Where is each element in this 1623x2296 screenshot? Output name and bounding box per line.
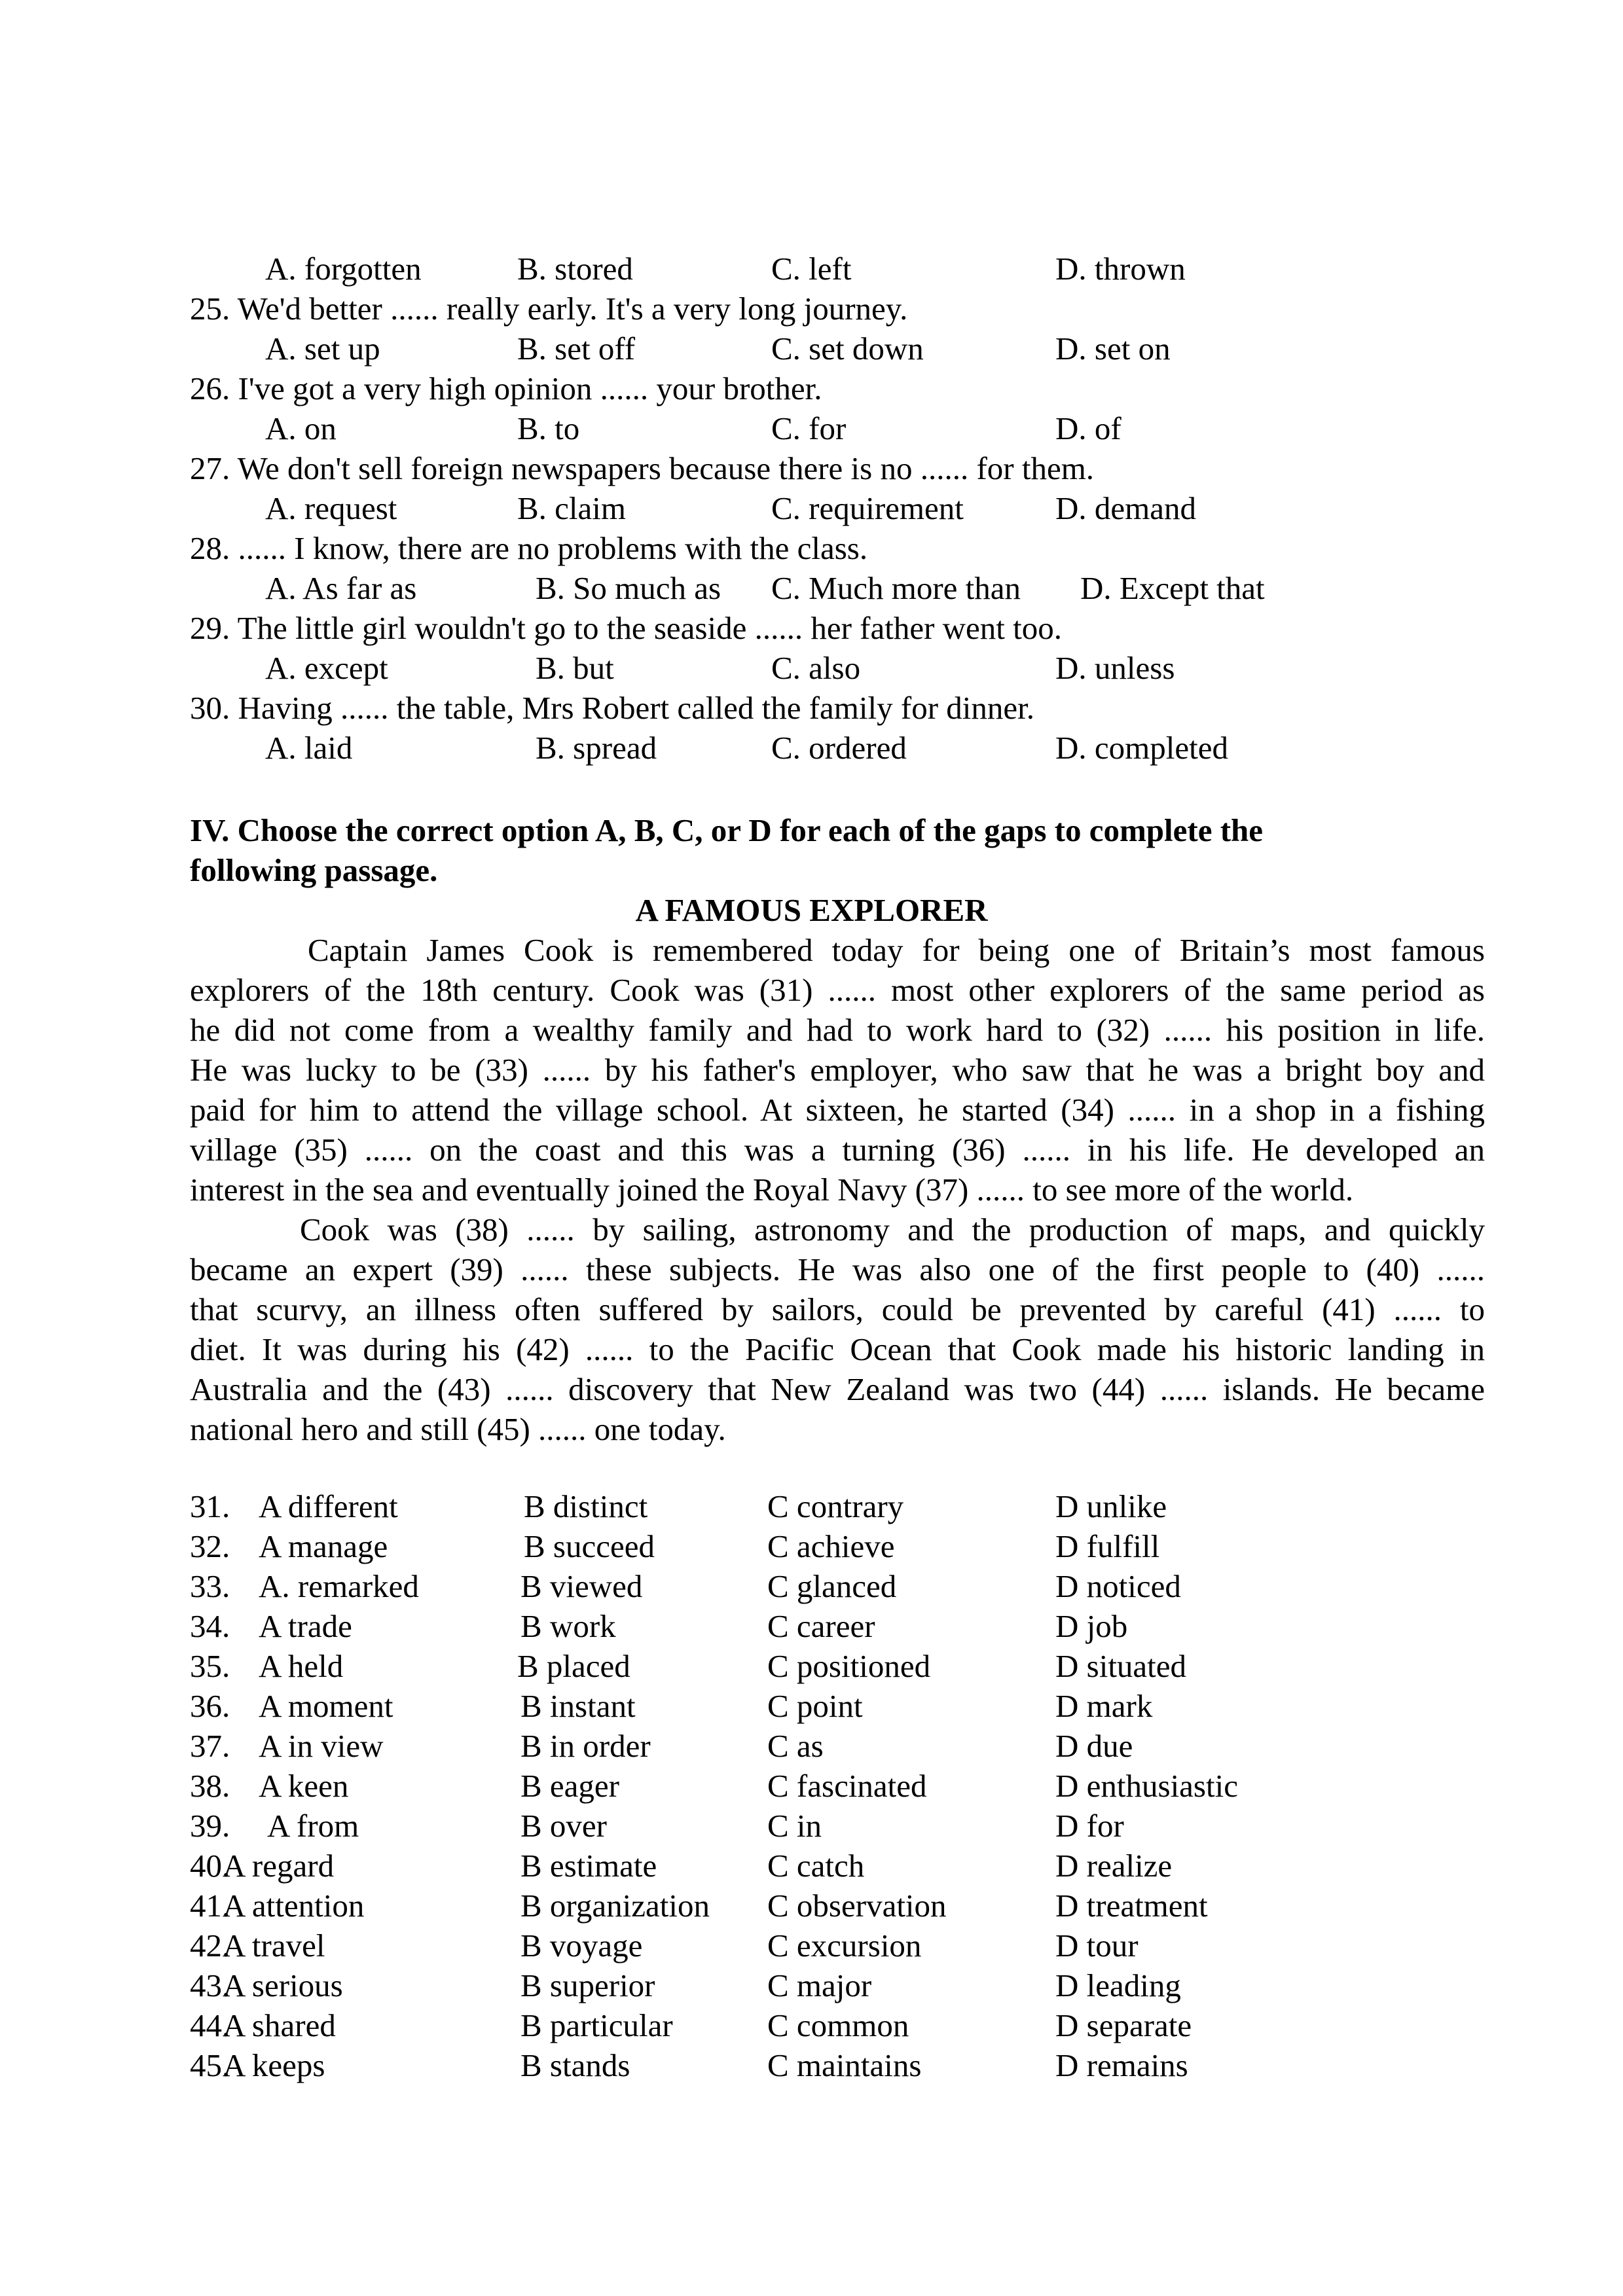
option-d: D. completed xyxy=(1055,730,1228,766)
answer-option-d: D job xyxy=(1055,1608,1128,1644)
question-text xyxy=(190,528,867,568)
option-a: A. except xyxy=(265,650,388,686)
passage-line: Cook was (38) ...... by sailing, astronomy and the production of maps, and quickly xyxy=(300,1211,1485,1247)
answer-option-d: D leading xyxy=(1055,1967,1181,2003)
answer-option-d: D separate xyxy=(1055,2007,1192,2043)
option-c: C. for xyxy=(771,410,847,446)
option-c: C. also xyxy=(771,650,861,686)
answer-number: 35. xyxy=(190,1648,230,1684)
question-text xyxy=(190,289,907,329)
option-c: C. ordered xyxy=(771,730,907,766)
answer-option-a: A from xyxy=(267,1808,359,1844)
answer-option-d: D situated xyxy=(1055,1648,1187,1684)
option-b: B. stored xyxy=(517,251,633,287)
passage-line: He was lucky to be (33) ...... by his father's employer, who saw that he was a bright boy and xyxy=(190,1052,1485,1088)
answer-option-d: D realize xyxy=(1055,1848,1173,1884)
answer-option-c: C positioned xyxy=(767,1648,931,1684)
answer-option-b: B viewed xyxy=(520,1568,643,1604)
option-c: C. requirement xyxy=(771,490,964,526)
answer-number: 45. xyxy=(190,2047,230,2083)
answer-number: 43. xyxy=(190,1967,230,2003)
section-4-heading-line2: following passage. xyxy=(190,852,438,888)
answer-option-a: A manage xyxy=(259,1528,388,1564)
answer-option-d: D noticed xyxy=(1055,1568,1181,1604)
question-number: 29. xyxy=(190,610,230,646)
answer-option-a: A trade xyxy=(259,1608,352,1644)
answer-option-b: B estimate xyxy=(520,1848,657,1884)
answer-option-d: D unlike xyxy=(1055,1488,1167,1524)
option-b: B. spread xyxy=(536,730,657,766)
option-d: D. Except that xyxy=(1080,570,1265,606)
answer-option-d: D fulfill xyxy=(1055,1528,1160,1564)
answer-option-c: C maintains xyxy=(767,2047,922,2083)
question-stem: Having ...... the table, Mrs Robert called the family for dinner. xyxy=(238,690,1035,726)
passage-line: paid for him to attend the village school. At sixteen, he started (34) ...... in a shop in a fishing xyxy=(190,1092,1485,1128)
answer-option-b: B placed xyxy=(517,1648,630,1684)
option-a: A. As far as xyxy=(265,570,417,606)
answer-option-b: B eager xyxy=(520,1768,619,1804)
answer-number: 31. xyxy=(190,1488,230,1524)
answer-option-c: C major xyxy=(767,1967,872,2003)
question-text xyxy=(190,608,1062,648)
option-c: C. left xyxy=(771,251,852,287)
passage-line: explorers of the 18th century. Cook was (31) ...... most other explorers of the same period as xyxy=(190,972,1485,1008)
answer-option-a: A keeps xyxy=(223,2047,325,2083)
question-stem: The little girl wouldn't go to the seaside ...... her father went too. xyxy=(237,610,1063,646)
answer-option-c: C catch xyxy=(767,1848,865,1884)
answer-option-c: C excursion xyxy=(767,1928,922,1964)
question-number: 30. xyxy=(190,690,230,726)
option-d: D. set on xyxy=(1055,331,1171,367)
option-c: C. set down xyxy=(771,331,924,367)
answer-option-a: A in view xyxy=(259,1728,384,1764)
answer-option-a: A different xyxy=(259,1488,398,1524)
option-d: D. unless xyxy=(1055,650,1175,686)
answer-option-c: C observation xyxy=(767,1888,947,1924)
answer-option-d: D treatment xyxy=(1055,1888,1208,1924)
answer-option-c: C point xyxy=(767,1688,863,1724)
passage-line: became an expert (39) ...... these subjects. He was also one of the first people to (40) ...... xyxy=(190,1251,1485,1287)
question-number: 26. xyxy=(190,370,230,406)
answer-option-d: D tour xyxy=(1055,1928,1139,1964)
answer-option-c: C in xyxy=(767,1808,822,1844)
option-b: B. So much as xyxy=(536,570,721,606)
answer-option-d: D mark xyxy=(1055,1688,1153,1724)
question-text xyxy=(190,448,1094,488)
answer-number: 36. xyxy=(190,1688,230,1724)
passage-line: village (35) ...... on the coast and this was a turning (36) ...... in his life. He developed an xyxy=(190,1132,1485,1168)
answer-option-d: D enthusiastic xyxy=(1055,1768,1238,1804)
option-d: D. of xyxy=(1055,410,1122,446)
answer-option-b: B organization xyxy=(520,1888,710,1924)
passage-line: diet. It was during his (42) ...... to the Pacific Ocean that Cook made his historic landing in xyxy=(190,1331,1485,1367)
question-text xyxy=(190,688,1034,728)
passage-line: national hero and still (45) ...... one today. xyxy=(190,1411,726,1447)
question-number: 28. xyxy=(190,530,230,566)
answer-option-a: A keen xyxy=(259,1768,349,1804)
answer-option-a: A regard xyxy=(223,1848,335,1884)
answer-option-b: B in order xyxy=(520,1728,651,1764)
option-b: B. to xyxy=(517,410,580,446)
answer-option-c: C achieve xyxy=(767,1528,895,1564)
answer-option-b: B voyage xyxy=(520,1928,643,1964)
answer-option-a: A serious xyxy=(223,1967,343,2003)
answer-option-b: B over xyxy=(520,1808,607,1844)
answer-option-a: A moment xyxy=(259,1688,393,1724)
answer-option-b: B work xyxy=(520,1608,616,1644)
option-d: D. demand xyxy=(1055,490,1196,526)
answer-number: 40. xyxy=(190,1848,230,1884)
passage-line: Australia and the (43) ...... discovery that New Zealand was two (44) ...... islands. He became xyxy=(190,1371,1485,1407)
question-stem: ...... I know, there are no problems with the class. xyxy=(238,530,868,566)
question-stem: I've got a very high opinion ...... your brother. xyxy=(238,370,822,406)
answer-option-a: A attention xyxy=(223,1888,365,1924)
answer-option-b: B succeed xyxy=(524,1528,655,1564)
option-a: A. laid xyxy=(265,730,353,766)
answer-option-a: A. remarked xyxy=(259,1568,419,1604)
option-b: B. claim xyxy=(517,490,627,526)
answer-option-c: C common xyxy=(767,2007,909,2043)
question-number: 25. xyxy=(190,291,230,327)
option-b: B. but xyxy=(536,650,614,686)
answer-number: 42. xyxy=(190,1928,230,1964)
answer-option-c: C contrary xyxy=(767,1488,904,1524)
passage-line: that scurvy, an illness often suffered by sailors, could be prevented by careful (41) ...... to xyxy=(190,1291,1485,1327)
answer-number: 37. xyxy=(190,1728,230,1764)
question-number: 27. xyxy=(190,450,230,486)
passage-line: he did not come from a wealthy family and had to work hard to (32) ...... his position in life. xyxy=(190,1012,1485,1048)
answer-number: 38. xyxy=(190,1768,230,1804)
answer-option-a: A held xyxy=(259,1648,344,1684)
question-stem: We don't sell foreign newspapers because there is no ...... for them. xyxy=(237,450,1095,486)
answer-number: 34. xyxy=(190,1608,230,1644)
option-a: A. request xyxy=(265,490,397,526)
answer-option-d: D due xyxy=(1055,1728,1133,1764)
answer-option-b: B distinct xyxy=(524,1488,648,1524)
option-a: A. forgotten xyxy=(265,251,422,287)
answer-option-b: B superior xyxy=(520,1967,655,2003)
answer-option-d: D for xyxy=(1055,1808,1124,1844)
option-d: D. thrown xyxy=(1055,251,1186,287)
answer-number: 32. xyxy=(190,1528,230,1564)
passage-title-text: A FAMOUS EXPLORER xyxy=(635,892,988,928)
answer-number: 33. xyxy=(190,1568,230,1604)
answer-number: 44. xyxy=(190,2007,230,2043)
answer-option-b: B stands xyxy=(520,2047,630,2083)
passage-line: interest in the sea and eventually joined the Royal Navy (37) ...... to see more of the world. xyxy=(190,1172,1354,1208)
answer-option-c: C glanced xyxy=(767,1568,897,1604)
answer-number: 41. xyxy=(190,1888,230,1924)
answer-option-a: A travel xyxy=(223,1928,325,1964)
option-a: A. set up xyxy=(265,331,380,367)
answer-number: 39. xyxy=(190,1808,230,1844)
passage-line: Captain James Cook is remembered today for being one of Britain’s most famous xyxy=(308,932,1485,968)
section-4-heading-line1: IV. Choose the correct option A, B, C, or D for each of the gaps to complete the xyxy=(190,812,1264,848)
answer-option-c: C fascinated xyxy=(767,1768,927,1804)
answer-option-c: C career xyxy=(767,1608,875,1644)
question-stem: We'd better ...... really early. It's a very long journey. xyxy=(237,291,908,327)
passage-title xyxy=(0,890,1623,930)
question-text xyxy=(190,368,822,408)
answer-option-a: A shared xyxy=(223,2007,336,2043)
answer-option-d: D remains xyxy=(1055,2047,1188,2083)
answer-option-c: C as xyxy=(767,1728,824,1764)
answer-option-b: B instant xyxy=(520,1688,636,1724)
answer-option-b: B particular xyxy=(520,2007,673,2043)
option-c: C. Much more than xyxy=(771,570,1021,606)
option-b: B. set off xyxy=(517,331,636,367)
option-a: A. on xyxy=(265,410,337,446)
